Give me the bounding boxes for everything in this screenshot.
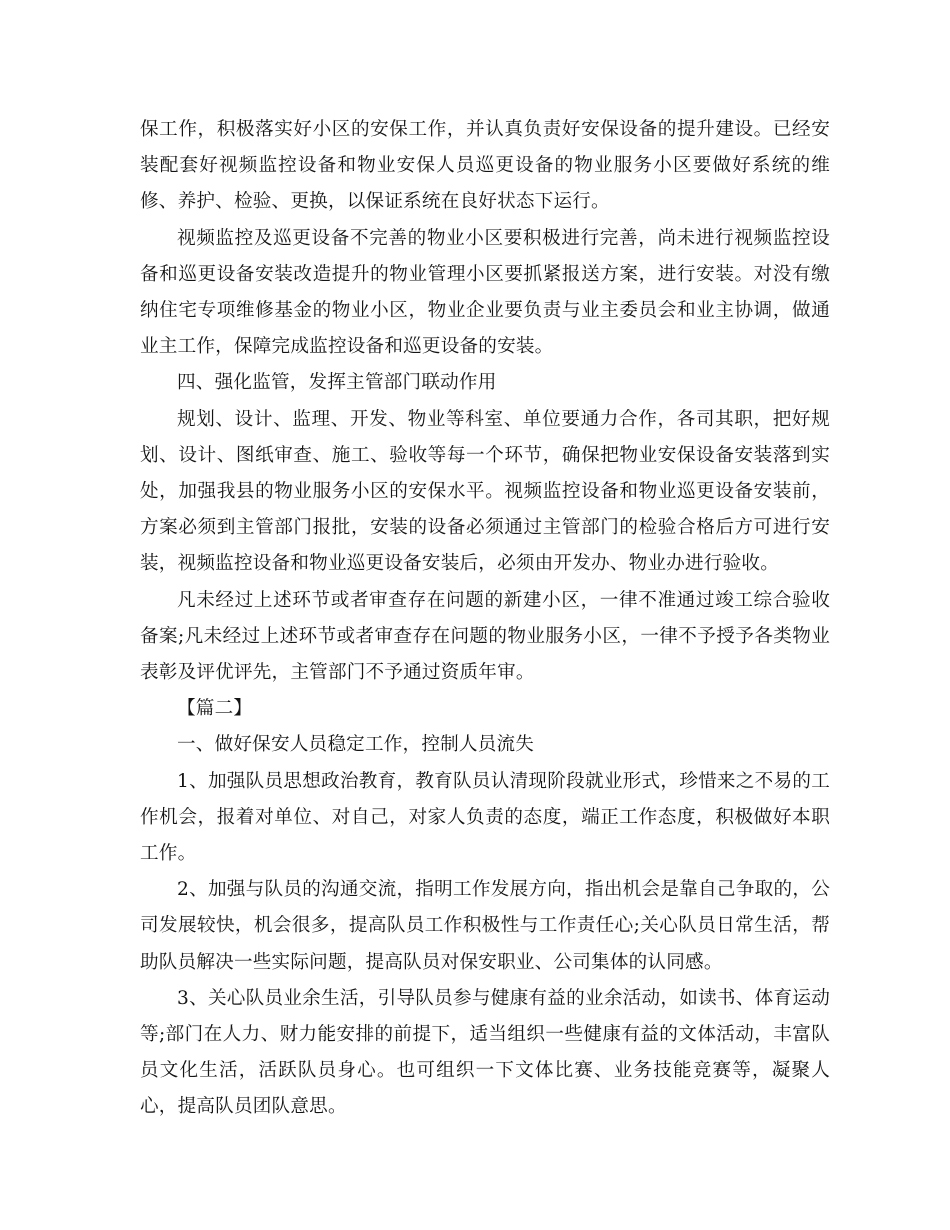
part-heading-two: 【篇二】 [177,698,253,720]
section-heading-staff-stability: 一、做好保安人员稳定工作，控制人员流失 [177,734,535,756]
paragraph-monitoring-improvement: 视频监控及巡更设备不完善的物业小区要积极进行完善，尚未进行视频监控设备和巡更设备安装改造提升的物业管理小区要抓紧报送方案，进行安装。对没有缴纳住宅专项维修基金的物业小区，物业企业要负责与业主委员会和业主协调，做通业主工作，保障完成监控设备和巡更设备的安装。 [140,227,830,358]
paragraph-continuation: 保工作，积极落实好小区的安保工作，并认真负责好安保设备的提升建设。已经安装配套好视频监控设备和物业安保人员巡更设备的物业服务小区要做好系统的维修、养护、检验、更换，以保证系统在良好状态下运行。 [140,119,830,213]
list-item-1: 1、加强队员思想政治教育，教育队员认清现阶段就业形式，珍惜来之不易的工作机会，报着对单位、对自己，对家人负责的态度，端正工作态度，积极做好本职工作。 [140,770,830,865]
document-body [140,112,830,1126]
paragraph-cooperation: 规划、设计、监理、开发、物业等科室、单位要通力合作，各司其职，把好规划、设计、图纸审查、施工、验收等每一个环节，确保把物业安保设备安装落到实处，加强我县的物业服务小区的安保水平。视频监控设备和物业巡更设备安装前，方案必须到主管部门报批，安装的设备必须通过主管部门的检验合格后方可进行安装，视频监控设备和物业巡更设备安装后，必须由开发办、物业办进行验收。 [140,408,830,575]
list-item-3: 3、关心队员业余生活，引导队员参与健康有益的业余活动，如读书、体育运动等;部门在人力、财力能安排的前提下，适当组织一些健康有益的文体活动，丰富队员文化生活，活跃队员身心。也可组织一下文体比赛、业务技能竞赛等，凝聚人心，提高队员团队意思。 [140,987,830,1118]
paragraph-acceptance-rule: 凡未经过上述环节或者审查存在问题的新建小区，一律不准通过竣工综合验收备案;凡未经过上述环节或者审查存在问题的物业服务小区，一律不予授予各类物业表彰及评优评先，主管部门不予通过资质年审。 [140,589,830,684]
list-item-2: 2、加强与队员的沟通交流，指明工作发展方向，指出机会是靠自己争取的，公司发展较快，机会很多，提高队员工作积极性与工作责任心;关心队员日常生活，帮助队员解决一些实际问题，提高队员对保安职业、公司集体的认同感。 [140,879,830,973]
section-heading-supervision: 四、强化监管，发挥主管部门联动作用 [177,372,497,394]
